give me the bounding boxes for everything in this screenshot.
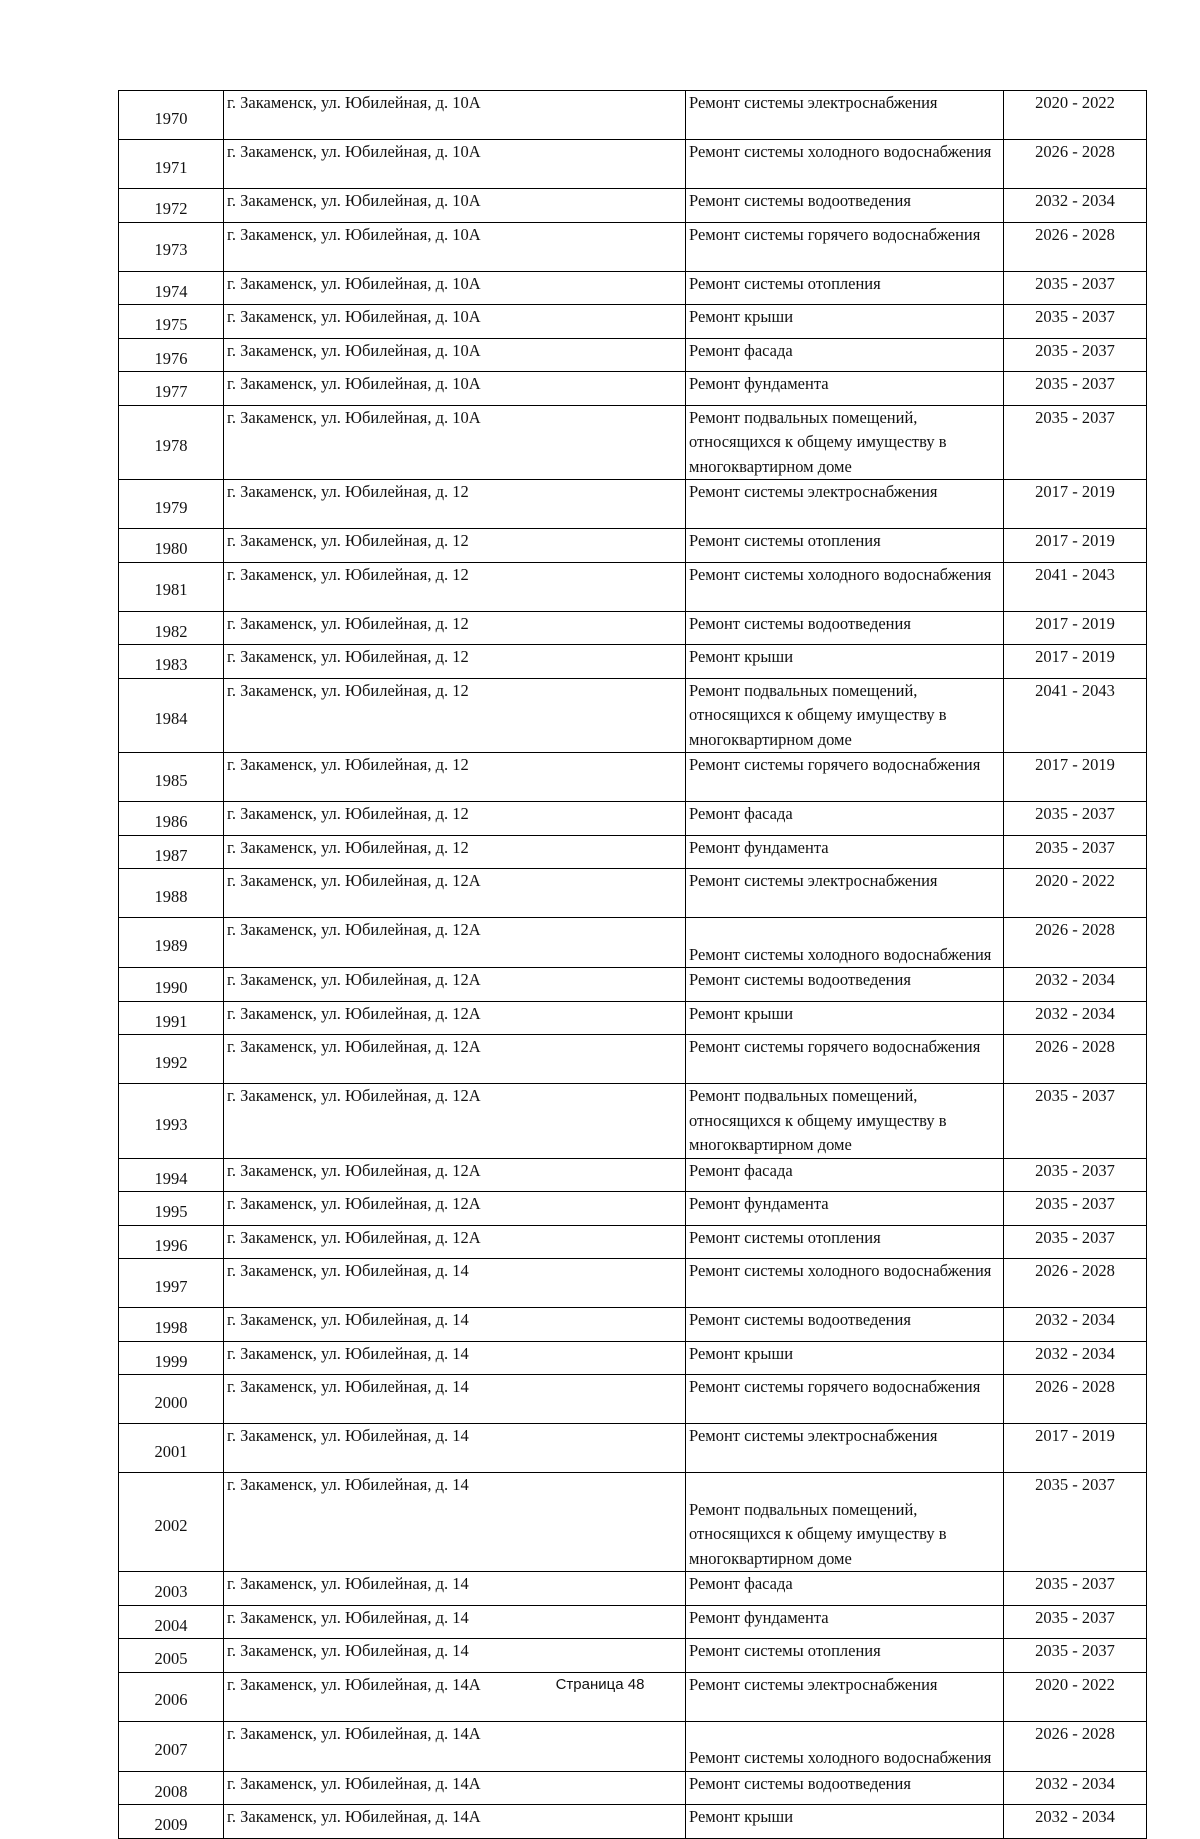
period-cell: 2017 - 2019 — [1004, 480, 1147, 529]
address-cell: г. Закаменск, ул. Юбилейная, д. 12 — [224, 753, 686, 802]
address-cell: г. Закаменск, ул. Юбилейная, д. 12 — [224, 802, 686, 836]
address-cell: г. Закаменск, ул. Юбилейная, д. 10А — [224, 222, 686, 271]
work-type-cell: Ремонт крыши — [686, 305, 1004, 339]
table-row — [119, 1375, 1147, 1424]
row-number-cell: 1982 — [119, 611, 224, 645]
period-cell: 2032 - 2034 — [1004, 1001, 1147, 1035]
table-row — [119, 835, 1147, 869]
table-row — [119, 91, 1147, 140]
address-cell: г. Закаменск, ул. Юбилейная, д. 14 — [224, 1605, 686, 1639]
table-row — [119, 1308, 1147, 1342]
address-cell: г. Закаменск, ул. Юбилейная, д. 12А — [224, 918, 686, 968]
address-cell: г. Закаменск, ул. Юбилейная, д. 12А — [224, 1035, 686, 1084]
address-cell: г. Закаменск, ул. Юбилейная, д. 12 — [224, 562, 686, 611]
row-number-cell: 1995 — [119, 1192, 224, 1226]
period-cell: 2026 - 2028 — [1004, 1721, 1147, 1771]
address-cell: г. Закаменск, ул. Юбилейная, д. 14А — [224, 1672, 686, 1721]
address-cell: г. Закаменск, ул. Юбилейная, д. 14А — [224, 1805, 686, 1839]
row-number-cell: 1970 — [119, 91, 224, 140]
table-row — [119, 529, 1147, 563]
row-number-cell: 2009 — [119, 1805, 224, 1839]
address-cell: г. Закаменск, ул. Юбилейная, д. 12А — [224, 968, 686, 1002]
address-cell: г. Закаменск, ул. Юбилейная, д. 10А — [224, 405, 686, 480]
work-type-cell: Ремонт крыши — [686, 1805, 1004, 1839]
table-row — [119, 968, 1147, 1002]
period-cell: 2035 - 2037 — [1004, 1158, 1147, 1192]
work-type-cell: Ремонт фундамента — [686, 1605, 1004, 1639]
work-type-cell: Ремонт крыши — [686, 1341, 1004, 1375]
table-row — [119, 753, 1147, 802]
table-row — [119, 1259, 1147, 1308]
period-cell: 2035 - 2037 — [1004, 372, 1147, 406]
period-cell: 2035 - 2037 — [1004, 405, 1147, 480]
page-number: Страница 48 — [555, 1676, 645, 1693]
period-cell: 2020 - 2022 — [1004, 91, 1147, 140]
period-cell: 2026 - 2028 — [1004, 1035, 1147, 1084]
row-number-cell: 1974 — [119, 271, 224, 305]
work-type-cell: Ремонт системы электроснабжения — [686, 91, 1004, 140]
table-row — [119, 140, 1147, 189]
table-row — [119, 405, 1147, 480]
table-row — [119, 869, 1147, 918]
work-type-cell: Ремонт системы отопления — [686, 1225, 1004, 1259]
row-number-cell: 1976 — [119, 338, 224, 372]
address-cell: г. Закаменск, ул. Юбилейная, д. 12 — [224, 480, 686, 529]
table-row — [119, 645, 1147, 679]
work-type-cell: Ремонт системы водоотведения — [686, 189, 1004, 223]
period-cell: 2032 - 2034 — [1004, 189, 1147, 223]
address-cell: г. Закаменск, ул. Юбилейная, д. 14А — [224, 1771, 686, 1805]
row-number-cell: 1979 — [119, 480, 224, 529]
table-row — [119, 1424, 1147, 1473]
period-cell: 2026 - 2028 — [1004, 1259, 1147, 1308]
row-number-cell: 1994 — [119, 1158, 224, 1192]
row-number-cell: 1999 — [119, 1341, 224, 1375]
work-schedule-table — [118, 90, 1147, 1839]
address-cell: г. Закаменск, ул. Юбилейная, д. 12А — [224, 1192, 686, 1226]
row-number-cell: 1992 — [119, 1035, 224, 1084]
address-cell: г. Закаменск, ул. Юбилейная, д. 14 — [224, 1341, 686, 1375]
period-cell: 2041 - 2043 — [1004, 562, 1147, 611]
table-row — [119, 1805, 1147, 1839]
period-cell: 2017 - 2019 — [1004, 611, 1147, 645]
period-cell: 2026 - 2028 — [1004, 918, 1147, 968]
period-cell: 2035 - 2037 — [1004, 1225, 1147, 1259]
period-cell: 2032 - 2034 — [1004, 968, 1147, 1002]
row-number-cell: 2000 — [119, 1375, 224, 1424]
row-number-cell: 1993 — [119, 1084, 224, 1159]
work-type-cell: Ремонт системы отопления — [686, 271, 1004, 305]
table-row — [119, 338, 1147, 372]
row-number-cell: 1972 — [119, 189, 224, 223]
row-number-cell: 2001 — [119, 1424, 224, 1473]
row-number-cell: 1975 — [119, 305, 224, 339]
row-number-cell: 1996 — [119, 1225, 224, 1259]
row-number-cell: 1997 — [119, 1259, 224, 1308]
table-row — [119, 1158, 1147, 1192]
address-cell: г. Закаменск, ул. Юбилейная, д. 10А — [224, 140, 686, 189]
period-cell: 2020 - 2022 — [1004, 869, 1147, 918]
table-row — [119, 222, 1147, 271]
work-type-cell: Ремонт фундамента — [686, 1192, 1004, 1226]
table-row — [119, 1225, 1147, 1259]
table-row — [119, 678, 1147, 753]
period-cell: 2041 - 2043 — [1004, 678, 1147, 753]
work-type-cell: Ремонт фасада — [686, 1572, 1004, 1606]
work-type-cell: Ремонт системы электроснабжения — [686, 869, 1004, 918]
table-row — [119, 1605, 1147, 1639]
work-type-cell: Ремонт системы отопления — [686, 529, 1004, 563]
work-type-cell: Ремонт системы горячего водоснабжения — [686, 222, 1004, 271]
table-row — [119, 1192, 1147, 1226]
address-cell: г. Закаменск, ул. Юбилейная, д. 10А — [224, 91, 686, 140]
address-cell: г. Закаменск, ул. Юбилейная, д. 10А — [224, 372, 686, 406]
table-row — [119, 1572, 1147, 1606]
row-number-cell: 1991 — [119, 1001, 224, 1035]
work-type-cell: Ремонт системы холодного водоснабжения — [686, 1259, 1004, 1308]
row-number-cell: 1998 — [119, 1308, 224, 1342]
address-cell: г. Закаменск, ул. Юбилейная, д. 14 — [224, 1375, 686, 1424]
period-cell: 2032 - 2034 — [1004, 1771, 1147, 1805]
address-cell: г. Закаменск, ул. Юбилейная, д. 12 — [224, 645, 686, 679]
work-type-cell: Ремонт системы горячего водоснабжения — [686, 1035, 1004, 1084]
row-number-cell: 2005 — [119, 1639, 224, 1673]
period-cell: 2026 - 2028 — [1004, 222, 1147, 271]
address-cell: г. Закаменск, ул. Юбилейная, д. 14 — [224, 1308, 686, 1342]
work-type-cell: Ремонт подвальных помещений, относящихся к общему имуществу в многоквартирном доме — [686, 405, 1004, 480]
work-type-cell: Ремонт системы водоотведения — [686, 1771, 1004, 1805]
row-number-cell: 1987 — [119, 835, 224, 869]
work-type-cell: Ремонт системы электроснабжения — [686, 1672, 1004, 1721]
row-number-cell: 1984 — [119, 678, 224, 753]
work-type-cell: Ремонт системы горячего водоснабжения — [686, 1375, 1004, 1424]
work-type-cell: Ремонт системы холодного водоснабжения — [686, 562, 1004, 611]
period-cell: 2035 - 2037 — [1004, 305, 1147, 339]
row-number-cell: 1988 — [119, 869, 224, 918]
table-row — [119, 1341, 1147, 1375]
address-cell: г. Закаменск, ул. Юбилейная, д. 14 — [224, 1424, 686, 1473]
row-number-cell: 1981 — [119, 562, 224, 611]
work-type-cell: Ремонт фундамента — [686, 372, 1004, 406]
period-cell: 2032 - 2034 — [1004, 1308, 1147, 1342]
period-cell: 2032 - 2034 — [1004, 1805, 1147, 1839]
address-cell: г. Закаменск, ул. Юбилейная, д. 14 — [224, 1473, 686, 1572]
period-cell: 2035 - 2037 — [1004, 1473, 1147, 1572]
work-type-cell: Ремонт системы электроснабжения — [686, 480, 1004, 529]
period-cell: 2035 - 2037 — [1004, 835, 1147, 869]
work-type-cell: Ремонт системы холодного водоснабжения — [686, 918, 1004, 968]
address-cell: г. Закаменск, ул. Юбилейная, д. 14 — [224, 1259, 686, 1308]
address-cell: г. Закаменск, ул. Юбилейная, д. 14 — [224, 1572, 686, 1606]
work-type-cell: Ремонт фасада — [686, 1158, 1004, 1192]
row-number-cell: 2004 — [119, 1605, 224, 1639]
work-type-cell: Ремонт подвальных помещений, относящихся к общему имуществу в многоквартирном доме — [686, 1473, 1004, 1572]
row-number-cell: 1973 — [119, 222, 224, 271]
work-type-cell: Ремонт системы холодного водоснабжения — [686, 140, 1004, 189]
work-type-cell: Ремонт системы холодного водоснабжения — [686, 1721, 1004, 1771]
address-cell: г. Закаменск, ул. Юбилейная, д. 12А — [224, 1084, 686, 1159]
row-number-cell: 1983 — [119, 645, 224, 679]
period-cell: 2035 - 2037 — [1004, 1605, 1147, 1639]
table-row — [119, 189, 1147, 223]
row-number-cell: 1985 — [119, 753, 224, 802]
row-number-cell: 2006 — [119, 1672, 224, 1721]
row-number-cell: 1980 — [119, 529, 224, 563]
period-cell: 2035 - 2037 — [1004, 338, 1147, 372]
address-cell: г. Закаменск, ул. Юбилейная, д. 10А — [224, 189, 686, 223]
address-cell: г. Закаменск, ул. Юбилейная, д. 12 — [224, 678, 686, 753]
work-type-cell: Ремонт крыши — [686, 1001, 1004, 1035]
address-cell: г. Закаменск, ул. Юбилейная, д. 14 — [224, 1639, 686, 1673]
work-type-cell: Ремонт системы водоотведения — [686, 611, 1004, 645]
table-row — [119, 305, 1147, 339]
period-cell: 2035 - 2037 — [1004, 1192, 1147, 1226]
table-row — [119, 1771, 1147, 1805]
address-cell: г. Закаменск, ул. Юбилейная, д. 12 — [224, 611, 686, 645]
work-type-cell: Ремонт системы электроснабжения — [686, 1424, 1004, 1473]
period-cell: 2032 - 2034 — [1004, 1341, 1147, 1375]
table-row — [119, 1001, 1147, 1035]
work-type-cell: Ремонт системы водоотведения — [686, 968, 1004, 1002]
row-number-cell: 1971 — [119, 140, 224, 189]
row-number-cell: 1977 — [119, 372, 224, 406]
table-row — [119, 480, 1147, 529]
address-cell: г. Закаменск, ул. Юбилейная, д. 14А — [224, 1721, 686, 1771]
work-type-cell: Ремонт фасада — [686, 338, 1004, 372]
work-type-cell: Ремонт подвальных помещений, относящихся к общему имуществу в многоквартирном доме — [686, 1084, 1004, 1159]
work-type-cell: Ремонт системы водоотведения — [686, 1308, 1004, 1342]
address-cell: г. Закаменск, ул. Юбилейная, д. 12А — [224, 1001, 686, 1035]
address-cell: г. Закаменск, ул. Юбилейная, д. 12А — [224, 1158, 686, 1192]
work-type-cell: Ремонт системы горячего водоснабжения — [686, 753, 1004, 802]
table-row — [119, 562, 1147, 611]
row-number-cell: 1986 — [119, 802, 224, 836]
address-cell: г. Закаменск, ул. Юбилейная, д. 10А — [224, 305, 686, 339]
period-cell: 2026 - 2028 — [1004, 140, 1147, 189]
table-row — [119, 271, 1147, 305]
address-cell: г. Закаменск, ул. Юбилейная, д. 10А — [224, 271, 686, 305]
period-cell: 2035 - 2037 — [1004, 1084, 1147, 1159]
row-number-cell: 2002 — [119, 1473, 224, 1572]
table-row — [119, 918, 1147, 968]
period-cell: 2017 - 2019 — [1004, 529, 1147, 563]
period-cell: 2035 - 2037 — [1004, 271, 1147, 305]
address-cell: г. Закаменск, ул. Юбилейная, д. 10А — [224, 338, 686, 372]
row-number-cell: 1990 — [119, 968, 224, 1002]
work-type-cell: Ремонт подвальных помещений, относящихся к общему имуществу в многоквартирном доме — [686, 678, 1004, 753]
table-row — [119, 1084, 1147, 1159]
period-cell: 2035 - 2037 — [1004, 1572, 1147, 1606]
work-type-cell: Ремонт фундамента — [686, 835, 1004, 869]
work-type-cell: Ремонт системы отопления — [686, 1639, 1004, 1673]
address-cell: г. Закаменск, ул. Юбилейная, д. 12 — [224, 529, 686, 563]
work-type-cell: Ремонт фасада — [686, 802, 1004, 836]
address-cell: г. Закаменск, ул. Юбилейная, д. 12 — [224, 835, 686, 869]
row-number-cell: 2003 — [119, 1572, 224, 1606]
period-cell: 2017 - 2019 — [1004, 1424, 1147, 1473]
table-row — [119, 1473, 1147, 1572]
table-row — [119, 1721, 1147, 1771]
table-row — [119, 1639, 1147, 1673]
table-row — [119, 372, 1147, 406]
table-row — [119, 1035, 1147, 1084]
row-number-cell: 1989 — [119, 918, 224, 968]
period-cell: 2035 - 2037 — [1004, 802, 1147, 836]
row-number-cell: 2008 — [119, 1771, 224, 1805]
period-cell: 2026 - 2028 — [1004, 1375, 1147, 1424]
row-number-cell: 1978 — [119, 405, 224, 480]
row-number-cell: 2007 — [119, 1721, 224, 1771]
address-cell: г. Закаменск, ул. Юбилейная, д. 12А — [224, 1225, 686, 1259]
work-type-cell: Ремонт крыши — [686, 645, 1004, 679]
table-body — [119, 91, 1147, 1839]
period-cell: 2017 - 2019 — [1004, 645, 1147, 679]
period-cell: 2035 - 2037 — [1004, 1639, 1147, 1673]
period-cell: 2017 - 2019 — [1004, 753, 1147, 802]
table-row — [119, 802, 1147, 836]
period-cell: 2020 - 2022 — [1004, 1672, 1147, 1721]
table-row — [119, 611, 1147, 645]
address-cell: г. Закаменск, ул. Юбилейная, д. 12А — [224, 869, 686, 918]
